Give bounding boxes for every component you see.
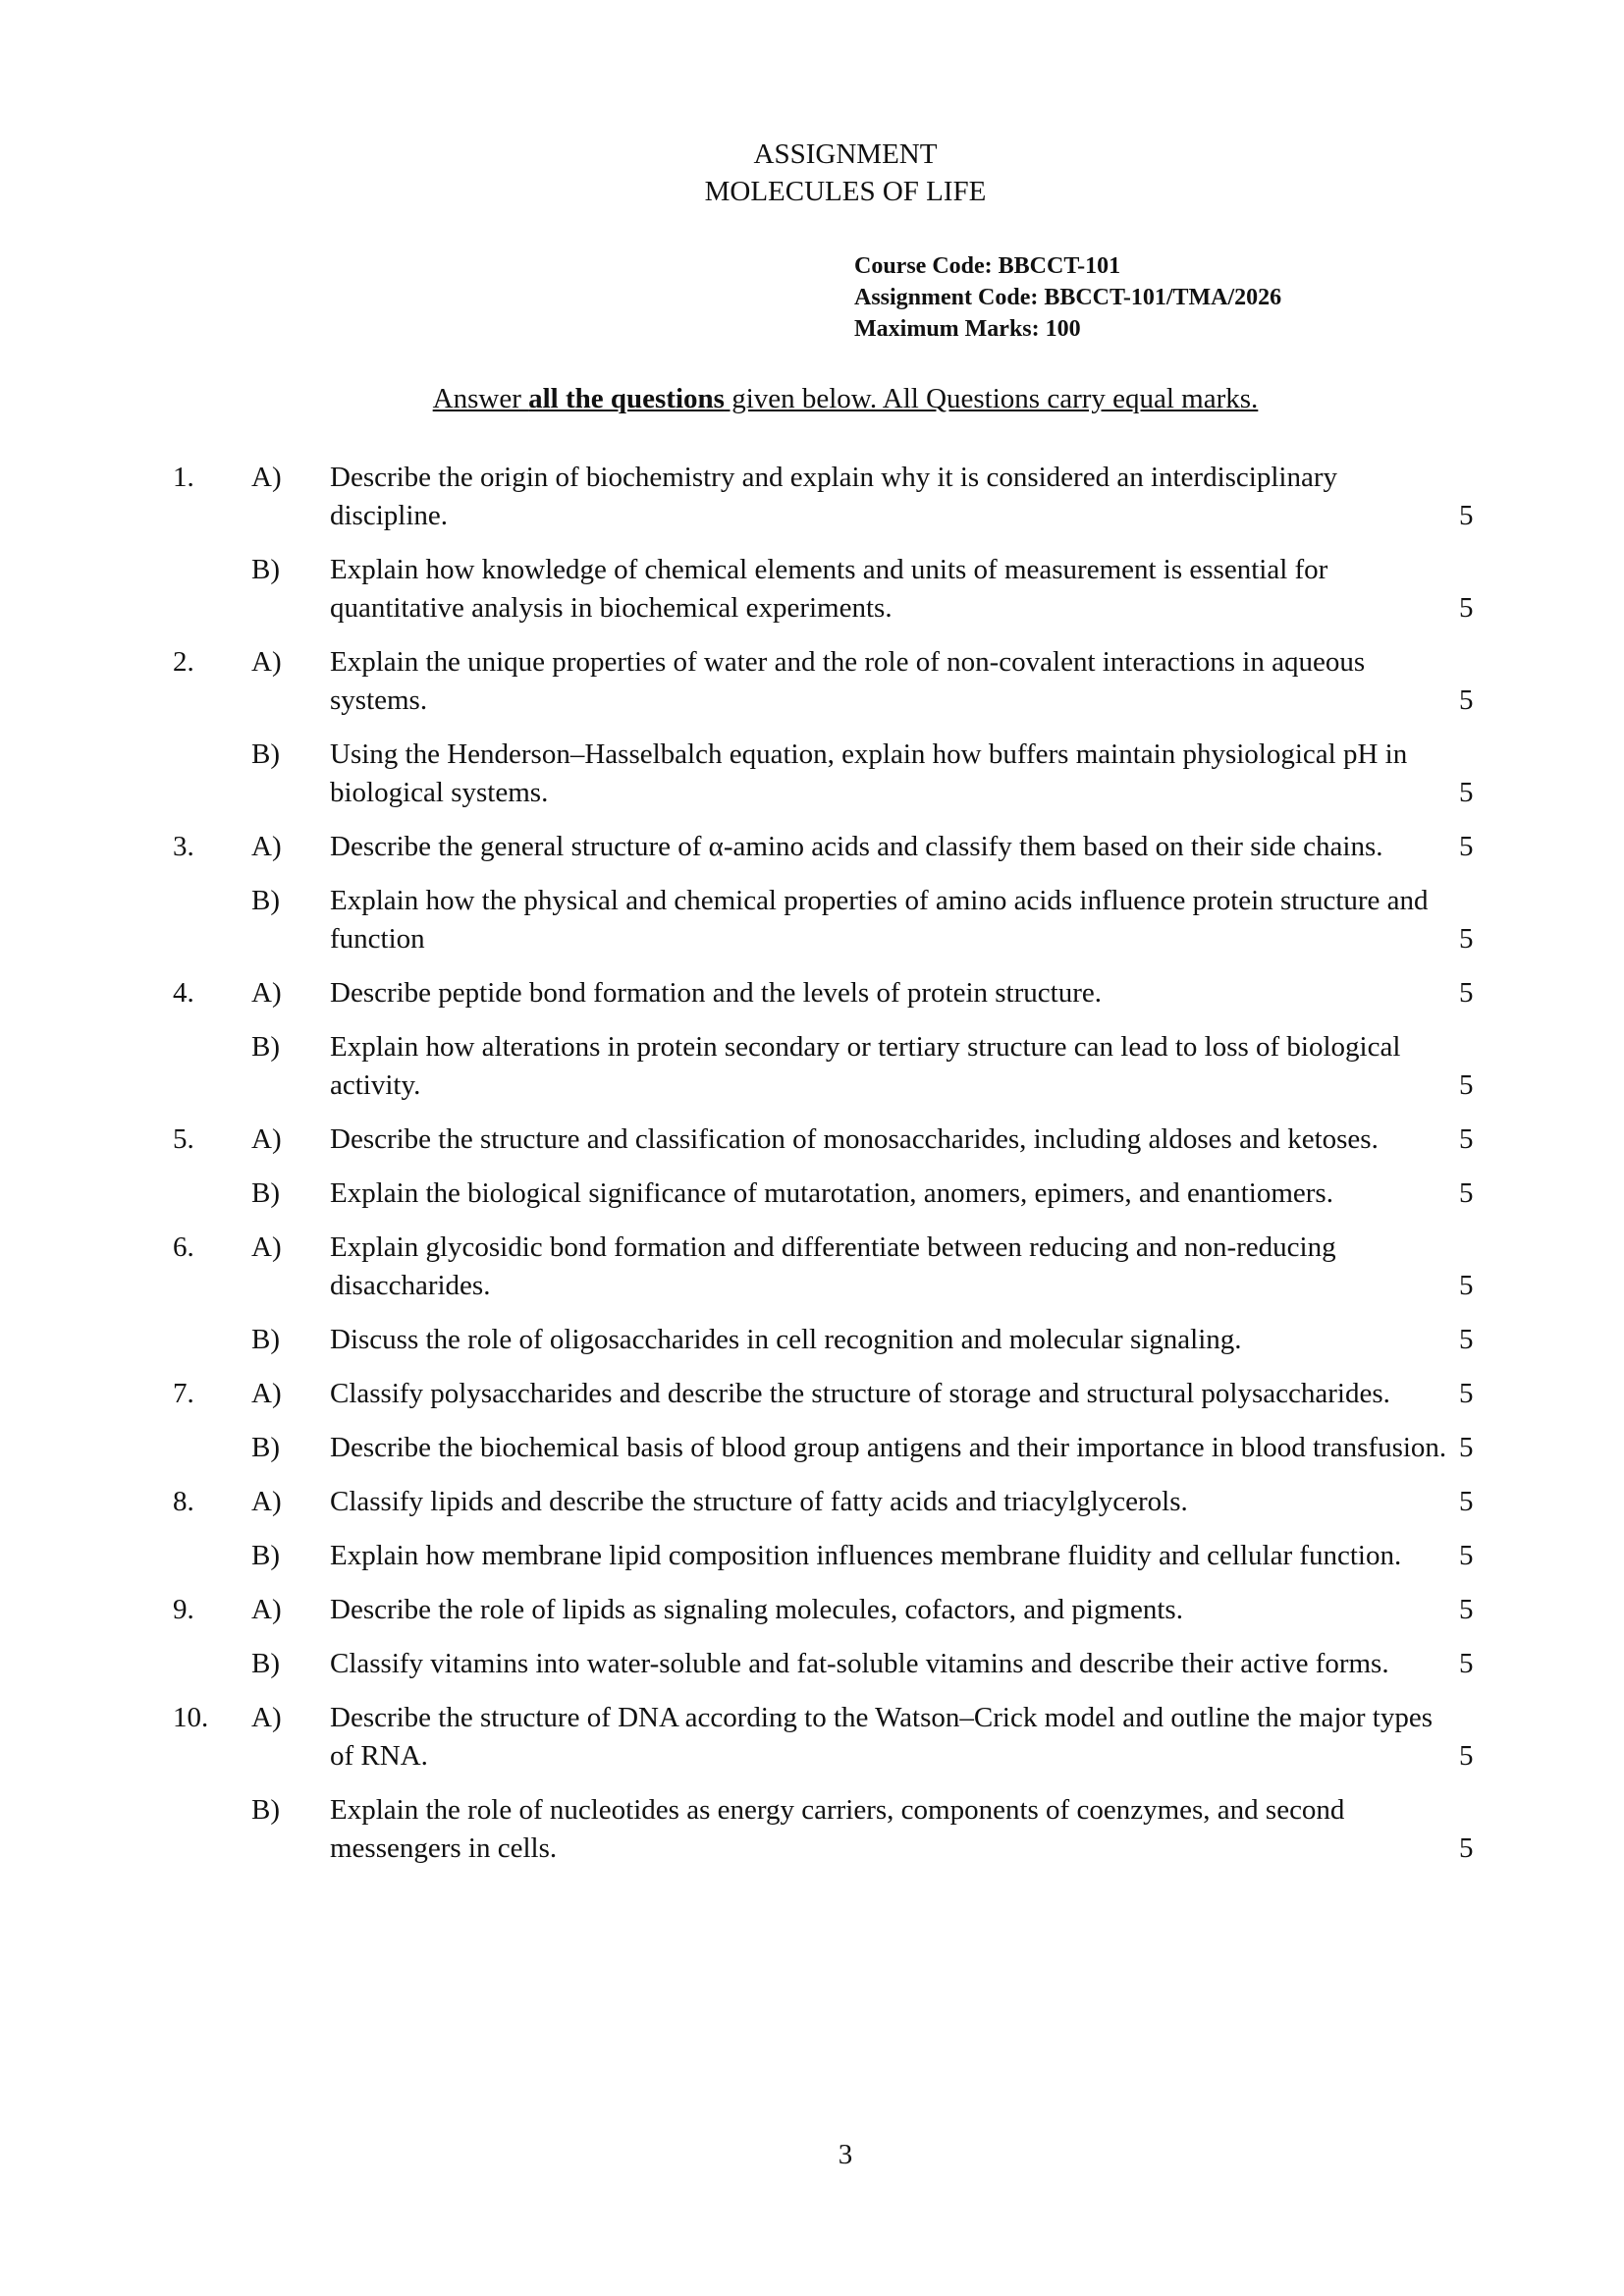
question-list: [0, 459, 1624, 1884]
question-part: B): [251, 1432, 280, 1463]
question-item: [0, 1699, 1624, 1776]
question-item: [0, 1591, 1624, 1629]
question-marks: 5: [1459, 1123, 1474, 1155]
question-number: 5.: [173, 1123, 194, 1155]
course-meta: [854, 250, 1281, 345]
question-part: B): [251, 1031, 280, 1063]
assignment-code: Assignment Code: BBCCT-101/TMA/2026: [854, 285, 1282, 310]
question-part: A): [251, 977, 282, 1009]
question-part: A): [251, 462, 282, 493]
question-marks: 5: [1459, 1540, 1474, 1571]
document-title: ASSIGNMENT: [753, 138, 938, 170]
question-text: Explain how knowledge of chemical elements and units of measurement is essential for quantitative analysis in biochemical experiments.: [330, 554, 1328, 624]
question-item: [0, 643, 1624, 720]
document-subtitle: MOLECULES OF LIFE: [704, 176, 987, 207]
instruction-prefix: Answer: [432, 383, 529, 414]
instructions: [0, 383, 1624, 415]
question-item: [0, 828, 1624, 866]
question-number: 7.: [173, 1378, 194, 1409]
question-part: A): [251, 1231, 282, 1263]
question-marks: 5: [1459, 1740, 1474, 1772]
question-marks: 5: [1459, 1270, 1474, 1301]
question-marks: 5: [1459, 1594, 1474, 1625]
question-marks: 5: [1459, 1832, 1474, 1864]
question-part: A): [251, 1702, 282, 1733]
question-item: [0, 1229, 1624, 1305]
question-number: 4.: [173, 977, 194, 1009]
question-text: Explain the unique properties of water and the role of non-covalent interactions in aqueous systems.: [330, 646, 1366, 716]
question-part: B): [251, 1177, 280, 1209]
question-item: [0, 1645, 1624, 1683]
question-part: A): [251, 1594, 282, 1625]
question-part: A): [251, 831, 282, 862]
question-item: [0, 1321, 1624, 1359]
question-item: [0, 1028, 1624, 1105]
question-item: [0, 1375, 1624, 1413]
question-text: Classify vitamins into water-soluble and fat-soluble vitamins and describe their active forms.: [330, 1648, 1389, 1679]
question-text: Describe the role of lipids as signaling molecules, cofactors, and pigments.: [330, 1594, 1183, 1625]
question-marks: 5: [1459, 831, 1474, 862]
question-text: Explain the role of nucleotides as energy carriers, components of coenzymes, and second messengers in cells.: [330, 1794, 1345, 1864]
question-number: 10.: [173, 1702, 209, 1733]
question-marks: 5: [1459, 1648, 1474, 1679]
question-item: [0, 1429, 1624, 1467]
question-text: Discuss the role of oligosaccharides in cell recognition and molecular signaling.: [330, 1324, 1242, 1355]
question-part: B): [251, 1540, 280, 1571]
question-text: Describe the origin of biochemistry and explain why it is considered an interdisciplinary discipline.: [330, 462, 1338, 531]
question-text: Explain glycosidic bond formation and differentiate between reducing and non-reducing disaccharides.: [330, 1231, 1336, 1301]
question-number: 2.: [173, 646, 194, 678]
question-number: 3.: [173, 831, 194, 862]
question-marks: 5: [1459, 684, 1474, 716]
question-part: B): [251, 1794, 280, 1826]
question-part: A): [251, 1123, 282, 1155]
question-part: A): [251, 1486, 282, 1517]
question-text: Explain how alterations in protein secondary or tertiary structure can lead to loss of biological activity.: [330, 1031, 1401, 1101]
question-number: 8.: [173, 1486, 194, 1517]
question-part: B): [251, 554, 280, 585]
question-text: Using the Henderson–Hasselbalch equation, explain how buffers maintain physiological pH in biological systems.: [330, 738, 1408, 808]
maximum-marks: Maximum Marks: 100: [854, 316, 1081, 342]
instruction-suffix: given below. All Questions carry equal marks.: [724, 383, 1259, 414]
question-text: Describe the biochemical basis of blood group antigens and their importance in blood transfusion.: [330, 1432, 1447, 1463]
question-number: 9.: [173, 1594, 194, 1625]
question-marks: 5: [1459, 500, 1474, 531]
question-item: [0, 974, 1624, 1012]
question-text: Describe the general structure of α-amino acids and classify them based on their side chains.: [330, 831, 1383, 862]
question-marks: 5: [1459, 777, 1474, 808]
question-item: [0, 551, 1624, 628]
question-number: 1.: [173, 462, 194, 493]
question-marks: 5: [1459, 1324, 1474, 1355]
question-marks: 5: [1459, 977, 1474, 1009]
question-marks: 5: [1459, 592, 1474, 624]
question-text: Describe the structure and classification of monosaccharides, including aldoses and ketoses.: [330, 1123, 1379, 1155]
question-text: Explain how the physical and chemical properties of amino acids influence protein structure and function: [330, 885, 1429, 955]
question-item: [0, 1483, 1624, 1521]
question-item: [0, 736, 1624, 812]
question-part: B): [251, 885, 280, 916]
question-item: [0, 882, 1624, 958]
question-item: [0, 1121, 1624, 1159]
page-number: 3: [838, 2139, 853, 2170]
question-marks: 5: [1459, 1177, 1474, 1209]
question-number: 6.: [173, 1231, 194, 1263]
question-item: [0, 1537, 1624, 1575]
question-text: Explain the biological significance of mutarotation, anomers, epimers, and enantiomers.: [330, 1177, 1333, 1209]
question-marks: 5: [1459, 1432, 1474, 1463]
question-marks: 5: [1459, 1486, 1474, 1517]
question-part: A): [251, 646, 282, 678]
question-part: A): [251, 1378, 282, 1409]
question-part: B): [251, 1648, 280, 1679]
question-part: B): [251, 1324, 280, 1355]
question-marks: 5: [1459, 1378, 1474, 1409]
question-item: [0, 459, 1624, 535]
question-marks: 5: [1459, 1069, 1474, 1101]
question-part: B): [251, 738, 280, 770]
question-item: [0, 1791, 1624, 1868]
question-text: Explain how membrane lipid composition influences membrane fluidity and cellular function.: [330, 1540, 1402, 1571]
question-marks: 5: [1459, 923, 1474, 955]
question-text: Describe peptide bond formation and the levels of protein structure.: [330, 977, 1102, 1009]
course-code: Course Code: BBCCT-101: [854, 253, 1121, 279]
instruction-emphasis: all the questions: [528, 383, 725, 414]
question-text: Classify polysaccharides and describe the structure of storage and structural polysaccharides.: [330, 1378, 1390, 1409]
question-text: Describe the structure of DNA according to the Watson–Crick model and outline the major types of RNA.: [330, 1702, 1433, 1772]
question-item: [0, 1175, 1624, 1213]
question-text: Classify lipids and describe the structure of fatty acids and triacylglycerols.: [330, 1486, 1188, 1517]
